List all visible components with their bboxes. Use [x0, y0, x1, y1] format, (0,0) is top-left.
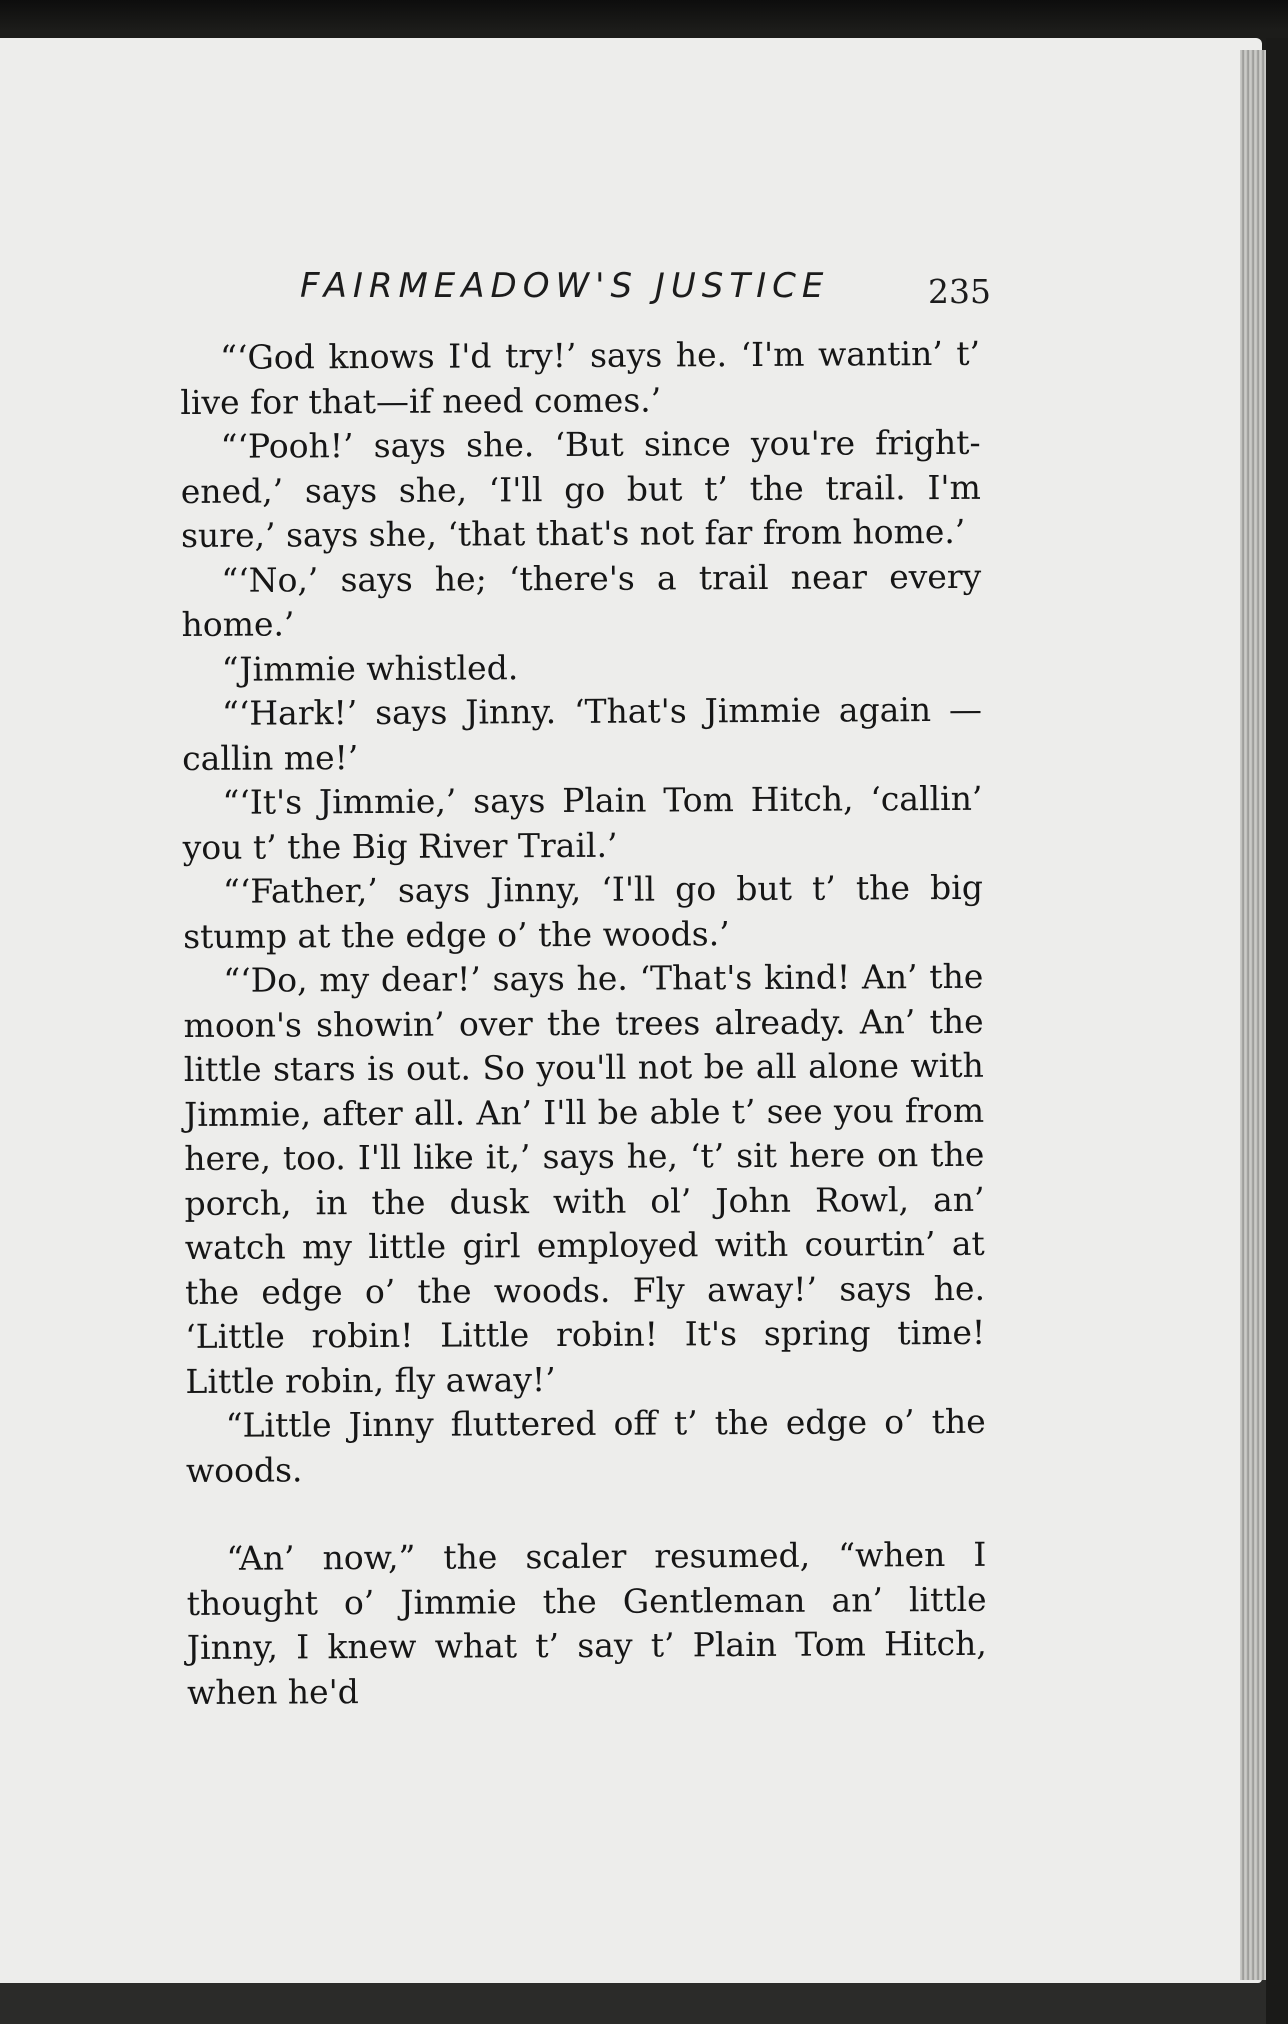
paragraph: “‘No,’ says he; ‘there's a trail near every home.’ — [181, 556, 982, 644]
body-text — [180, 332, 987, 1715]
book-spine-shadow — [1266, 38, 1288, 2024]
page-number: 235 — [928, 272, 991, 311]
paragraph: “‘Pooh!’ says she. ‘But since you're fright-ened,’ says she, ‘I'll go but t’ the trail. I'm sure,’ says she, ‘that that's not far from home.’ — [180, 422, 981, 555]
paragraph: “Little Jinny fluttered off t’ the edge o’ the woods. — [185, 1401, 986, 1490]
book-page — [0, 38, 1262, 1983]
paragraph: “‘Hark!’ says Jinny. ‘That's Jimmie again —callin me!’ — [182, 689, 983, 778]
page-edges — [1240, 50, 1266, 1980]
paragraph: “‘God knows I'd try!’ says he. ‘I'm wantin’ t’ live for that—if need comes.’ — [180, 333, 981, 422]
paragraph: “‘Do, my dear!’ says he. ‘That's kind! An’ the moon's showin’ over the trees already. An’ the little stars is out. So you'll not be all alone with Jimmie, after all. An’ I'll be able t’ see you from here, too. I'll like it,’ says he, ‘t’ sit here on the porch, in the dusk with ol’ John Rowl, an’ watch my little girl employed with courtin’ at the edge o’ the woods. Fly away!’ says he. ‘Little robin! Little robin! It's spring time! Little robin, fly away!’ — [183, 956, 986, 1401]
paragraph: “Jimmie whistled. — [221, 647, 519, 689]
paragraph: “‘Father,’ says Jinny, ‘I'll go but t’ the big stump at the edge o’ the woods.’ — [183, 867, 983, 956]
page-header — [300, 266, 1000, 326]
paragraph: “‘It's Jimmie,’ says Plain Tom Hitch, ‘callin’ you t’ the Big River Trail.’ — [182, 778, 983, 867]
running-head: FAIRMEADOW'S JUSTICE — [300, 266, 830, 306]
paragraph: “An’ now,” the scaler resumed, “when I thought o’ Jimmie the Gentleman an’ little Jinny, I knew what t’ say t’ Plain Tom Hitch, when he'd — [186, 1534, 987, 1712]
